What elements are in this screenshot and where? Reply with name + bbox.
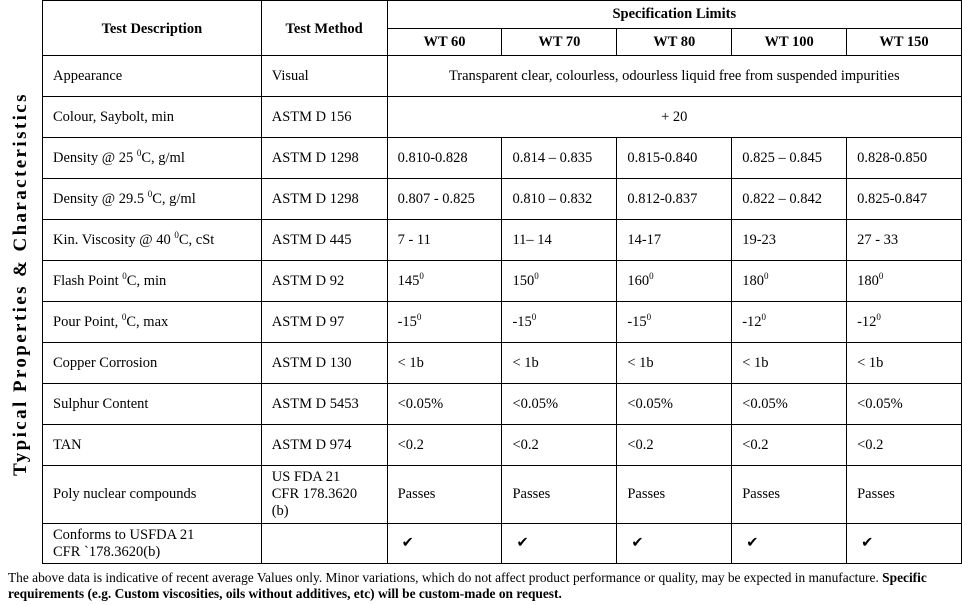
row-value: <0.05%	[502, 384, 617, 425]
row-description: Poly nuclear compounds	[43, 466, 262, 524]
row-value-number: -12	[742, 313, 762, 330]
table-row	[43, 56, 962, 97]
degree-superscript: 0	[416, 311, 422, 322]
row-description	[43, 220, 262, 261]
row-value	[847, 261, 962, 302]
row-value: <0.2	[387, 425, 502, 466]
row-description	[43, 179, 262, 220]
footnote	[8, 570, 958, 602]
row-description: Copper Corrosion	[43, 343, 262, 384]
degree-superscript: 0	[174, 229, 179, 240]
row-description: Colour, Saybolt, min	[43, 97, 262, 138]
footnote-text: The above data is indicative of recent average Values only. Minor variations, which do not affect product performance or quality, may be expected in manufacture.	[8, 570, 879, 585]
row-combined-value: + 20	[387, 97, 961, 138]
row-value: ✔	[502, 524, 617, 564]
row-description: TAN	[43, 425, 262, 466]
table-row	[43, 425, 962, 466]
degree-superscript: 0	[419, 270, 424, 281]
row-value: < 1b	[387, 343, 502, 384]
row-method	[261, 524, 387, 564]
row-value: < 1b	[732, 343, 847, 384]
header-grade: WT 80	[617, 29, 732, 56]
row-value: 0.807 - 0.825	[387, 179, 502, 220]
degree-superscript: 0	[646, 311, 652, 322]
degree-superscript: 0	[531, 311, 537, 322]
row-description-line: Conforms to USFDA 21	[53, 526, 195, 543]
row-value-number: -15	[512, 313, 532, 330]
row-value: 0.814 – 0.835	[502, 138, 617, 179]
row-method: ASTM D 1298	[261, 179, 387, 220]
table-row	[43, 261, 962, 302]
table-row	[43, 466, 962, 524]
row-description-text: Flash Point	[53, 272, 123, 289]
row-value: 0.825-0.847	[847, 179, 962, 220]
row-method: Visual	[261, 56, 387, 97]
header-specification-limits: Specification Limits	[387, 1, 961, 29]
specification-table	[42, 0, 962, 564]
row-value: 7 - 11	[387, 220, 502, 261]
row-value-number: -12	[857, 313, 877, 330]
row-value	[847, 302, 962, 343]
row-value: 27 - 33	[847, 220, 962, 261]
row-value-number: 145	[397, 272, 420, 289]
row-value-number: 180	[857, 272, 879, 289]
header-test-method: Test Method	[261, 1, 387, 56]
row-method: ASTM D 97	[261, 302, 387, 343]
row-method: ASTM D 445	[261, 220, 387, 261]
row-value	[617, 302, 732, 343]
side-title	[0, 0, 42, 568]
row-value: ✔	[617, 524, 732, 564]
degree-superscript: 0	[136, 147, 142, 158]
row-combined-value: Transparent clear, colourless, odourless liquid free from suspended impurities	[387, 56, 961, 97]
table-row	[43, 97, 962, 138]
row-description-unit: C, g/ml	[141, 149, 185, 166]
row-value: Passes	[732, 466, 847, 524]
header-grade: WT 70	[502, 29, 617, 56]
row-value: 0.828-0.850	[847, 138, 962, 179]
table-row	[43, 384, 962, 425]
row-value: 14-17	[617, 220, 732, 261]
row-value: Passes	[847, 466, 962, 524]
row-description: Sulphur Content	[43, 384, 262, 425]
row-value: <0.05%	[387, 384, 502, 425]
row-description-unit: C, cSt	[178, 231, 215, 248]
row-value: <0.2	[732, 425, 847, 466]
row-description: Appearance	[43, 56, 262, 97]
row-value: ✔	[732, 524, 847, 564]
row-value: 19-23	[732, 220, 847, 261]
row-description	[43, 261, 262, 302]
row-value: Passes	[502, 466, 617, 524]
row-value	[387, 261, 502, 302]
row-value-number: -15	[397, 313, 417, 330]
row-value: 11– 14	[502, 220, 617, 261]
row-value: ✔	[387, 524, 502, 564]
row-value: 0.810-0.828	[387, 138, 502, 179]
row-description	[43, 138, 262, 179]
row-value: < 1b	[502, 343, 617, 384]
row-value: 0.822 – 0.842	[732, 179, 847, 220]
row-method: ASTM D 92	[261, 261, 387, 302]
row-value: <0.2	[617, 425, 732, 466]
row-method: ASTM D 156	[261, 97, 387, 138]
row-value: < 1b	[847, 343, 962, 384]
row-description-unit: C, min	[126, 272, 167, 289]
row-value	[387, 302, 502, 343]
table-row	[43, 220, 962, 261]
row-description-text: Density @ 29.5	[53, 190, 148, 207]
row-value: 0.810 – 0.832	[502, 179, 617, 220]
table-row	[43, 138, 962, 179]
row-method	[261, 466, 387, 524]
row-value: <0.05%	[847, 384, 962, 425]
row-method: ASTM D 5453	[261, 384, 387, 425]
degree-superscript: 0	[121, 311, 127, 322]
row-value	[732, 302, 847, 343]
degree-superscript: 0	[147, 188, 153, 199]
degree-superscript: 0	[761, 311, 767, 322]
footnote-bold-text: Specific requirements (e.g. Custom viscosities, oils without additives, etc) will be custom-made on request.	[8, 570, 927, 601]
table-row	[43, 524, 962, 564]
row-value	[617, 261, 732, 302]
row-value	[502, 261, 617, 302]
row-value: <0.2	[847, 425, 962, 466]
table-row	[43, 343, 962, 384]
row-value-number: 150	[512, 272, 535, 289]
side-title-text: Typical Properties & Characteristics	[10, 92, 31, 476]
row-method: ASTM D 130	[261, 343, 387, 384]
row-value-number: -15	[627, 313, 647, 330]
row-value: Passes	[387, 466, 502, 524]
row-description-unit: C, max	[126, 313, 169, 330]
header-grade: WT 60	[387, 29, 502, 56]
row-value: <0.05%	[732, 384, 847, 425]
row-description	[43, 524, 262, 564]
header-grade: WT 150	[847, 29, 962, 56]
row-value: <0.2	[502, 425, 617, 466]
row-value: 0.825 – 0.845	[732, 138, 847, 179]
degree-superscript: 0	[763, 270, 769, 281]
table-row	[43, 179, 962, 220]
header-grade: WT 100	[732, 29, 847, 56]
degree-superscript: 0	[876, 311, 881, 322]
row-description	[43, 302, 262, 343]
row-description-unit: C, g/ml	[152, 190, 196, 207]
row-method: ASTM D 974	[261, 425, 387, 466]
row-value: 0.815-0.840	[617, 138, 732, 179]
header-test-description: Test Description	[43, 1, 262, 56]
row-method-line: US FDA 21	[271, 469, 341, 485]
row-value: <0.05%	[617, 384, 732, 425]
row-method: ASTM D 1298	[261, 138, 387, 179]
row-description-text: Pour Point,	[53, 313, 122, 330]
degree-superscript: 0	[534, 270, 539, 281]
row-value	[732, 261, 847, 302]
row-description-line: CFR `178.3620(b)	[53, 543, 161, 560]
row-method-line: CFR 178.3620	[271, 486, 358, 502]
row-value: < 1b	[617, 343, 732, 384]
row-value	[502, 302, 617, 343]
degree-superscript: 0	[878, 270, 884, 281]
row-method-line: (b)	[271, 503, 289, 519]
row-description-text: Kin. Viscosity @ 40	[53, 231, 175, 248]
row-value-number: 180	[742, 272, 764, 289]
row-value: ✔	[847, 524, 962, 564]
row-description-text: Density @ 25	[53, 149, 137, 166]
row-value: 0.812-0.837	[617, 179, 732, 220]
table-row	[43, 302, 962, 343]
degree-superscript: 0	[649, 270, 654, 281]
row-value: Passes	[617, 466, 732, 524]
degree-superscript: 0	[122, 270, 127, 281]
row-value-number: 160	[627, 272, 650, 289]
